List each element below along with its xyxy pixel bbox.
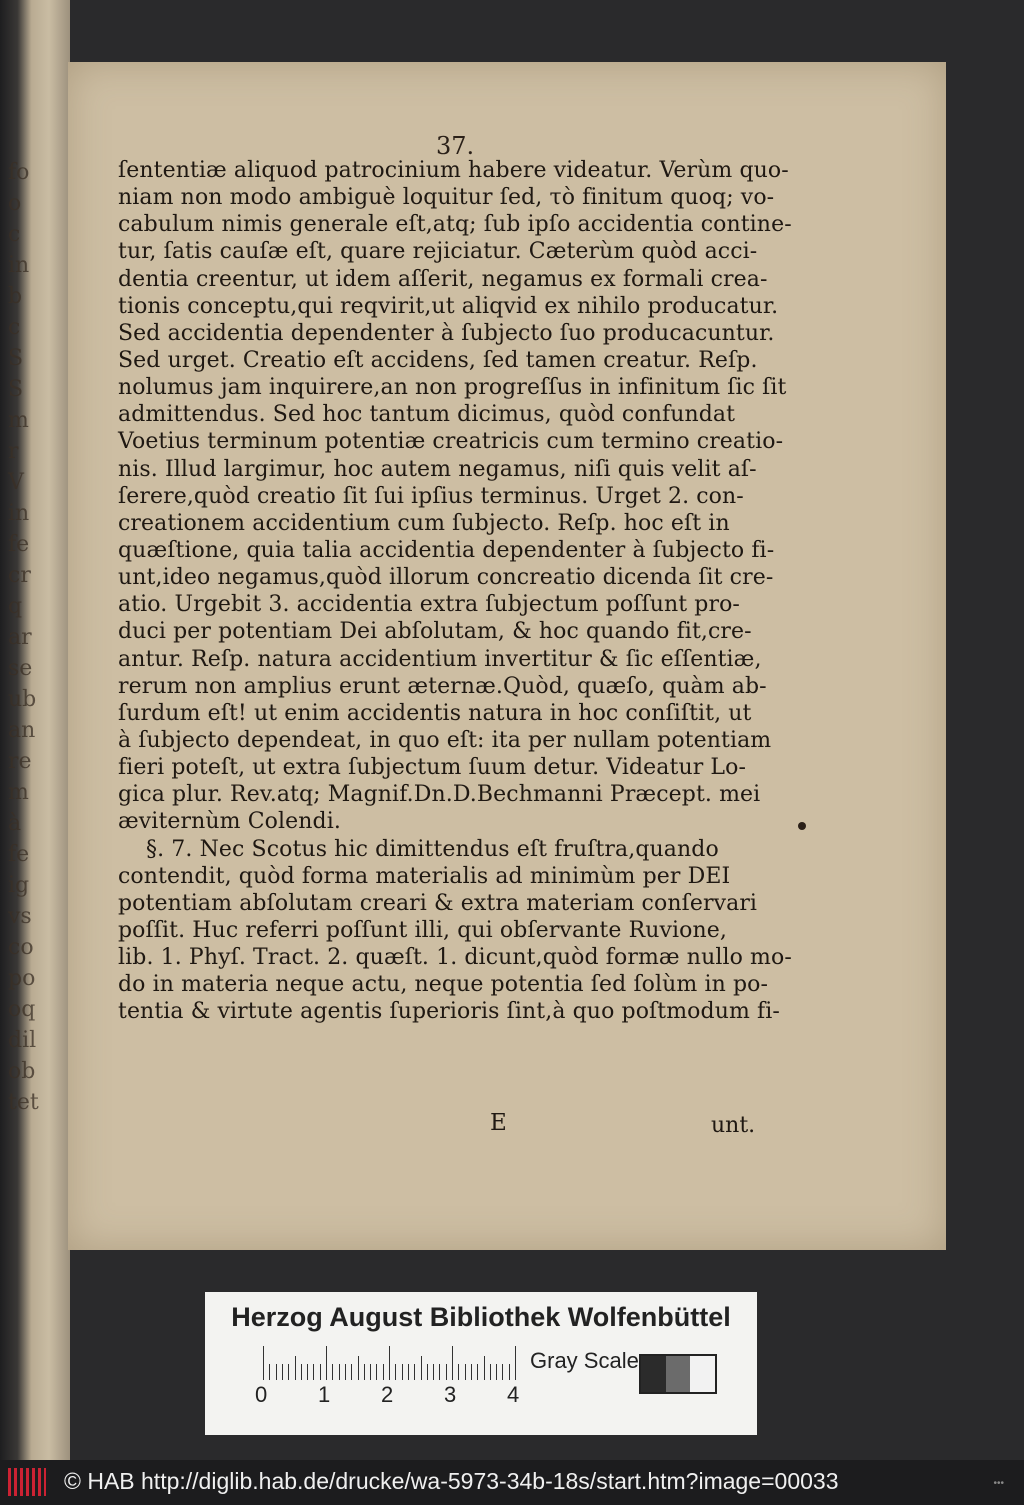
- text-line: nis. Illud largimur, hoc autem negamus, niſi quis velit aſ-: [118, 456, 757, 482]
- facing-page-fragment: S: [8, 377, 24, 402]
- facing-page-fragment: fo: [8, 160, 30, 185]
- ruler-tick: [465, 1364, 466, 1380]
- facing-page-fragment: tet: [8, 1090, 39, 1115]
- text-line: Sed urget. Creatio eſt accidens, ſed tamen creatur. Reſp.: [118, 347, 758, 373]
- facing-page-fragment: an: [8, 718, 36, 743]
- text-line: dentia creentur, ut idem aſſerit, negamus ex formali crea-: [118, 266, 768, 292]
- ruler-tick: [509, 1364, 510, 1380]
- text-line: creationem accidentium cum ſubjecto. Reſp. hoc eſt in: [118, 510, 730, 536]
- facing-page-fragment: fe: [8, 842, 30, 867]
- ruler-number: 2: [381, 1382, 394, 1407]
- facing-page-edge: [0, 0, 70, 1460]
- facing-page-fragment: se: [8, 656, 33, 681]
- ruler-numbers: [255, 1382, 535, 1412]
- gray-scale-swatch: [639, 1354, 717, 1394]
- margin-mark: [798, 822, 806, 830]
- ruler-tick: [515, 1346, 516, 1380]
- library-name: Herzog August Bibliothek Wolfenbüttel: [231, 1302, 731, 1332]
- ruler-tick: [263, 1346, 264, 1380]
- viewer-footer: [0, 1460, 1024, 1505]
- ruler-tick: [452, 1346, 453, 1380]
- text-line: lib. 1. Phyſ. Tract. 2. quæſt. 1. dicunt,quòd formæ nullo mo-: [118, 945, 792, 971]
- gray-swatch-patch: [690, 1356, 715, 1392]
- text-line: contendit, quòd forma materialis ad minimùm per DEI: [118, 863, 731, 889]
- text-line: cabulum nimis generale eſt,atq; ſub ipſo accidentia contine-: [118, 212, 792, 238]
- ruler-tick: [446, 1364, 447, 1380]
- ruler-number: 0: [255, 1382, 268, 1407]
- facing-page-fragment: in: [8, 253, 30, 278]
- text-line: potentiam abſolutam creari & extra materiam conſervari: [118, 890, 758, 916]
- signature-mark: E: [490, 1110, 507, 1136]
- text-line: tionis conceptu,qui reqvirit,ut aliqvid ex nihilo producatur.: [118, 293, 779, 319]
- text-line: §. 7. Nec Scotus hic dimittendus eſt fruſtra,quando: [146, 836, 719, 862]
- gray-swatch-patch: [641, 1356, 666, 1392]
- ruler-tick: [320, 1364, 321, 1380]
- text-line: Sed accidentia dependenter à ſubjecto ſuo producacuntur.: [118, 320, 775, 346]
- color-calibration-card: [205, 1292, 757, 1435]
- facing-page-fragment: cr: [8, 563, 31, 588]
- ruler-tick: [282, 1364, 283, 1380]
- facing-page-fragment: re: [8, 749, 32, 774]
- text-line: gica plur. Rev.atq; Magnif.Dn.D.Bechmanni Præcept. mei: [118, 782, 761, 808]
- ruler-tick: [477, 1364, 478, 1380]
- ruler-tick: [301, 1364, 302, 1380]
- text-line: à ſubjecto dependeat, in quo eſt: ita per nullam potentiam: [118, 727, 772, 753]
- facing-page-fragment: à: [8, 811, 22, 836]
- ruler-tick: [408, 1364, 409, 1380]
- facing-page-fragment: co: [8, 935, 34, 960]
- facing-page-fragment: m: [8, 408, 29, 433]
- ruler-number: 4: [507, 1382, 520, 1407]
- facing-page-fragment: r: [8, 439, 19, 464]
- text-line: do in materia neque actu, neque potentia ſed ſolùm in po-: [118, 972, 769, 998]
- facing-page-fragment: c: [8, 315, 21, 340]
- text-line: nolumus jam inquirere,an non progreſſus in infinitum ſic ſit: [118, 375, 787, 401]
- facing-page-fragment: dil: [8, 1028, 37, 1053]
- ruler-scale: [263, 1344, 521, 1380]
- facing-page-fragment: ob: [8, 1059, 36, 1084]
- gray-scale-label: Gray Scale: [530, 1348, 639, 1373]
- ruler-tick: [402, 1364, 403, 1380]
- text-line: duci per potentiam Dei abſolutam, & hoc quando fit,cre-: [118, 619, 752, 645]
- text-line: antur. Reſp. natura accidentium invertitur & ſic eſſentiæ,: [118, 646, 762, 672]
- ruler-tick: [395, 1364, 396, 1380]
- facing-page-fragment: m: [8, 780, 29, 805]
- hab-logo-icon[interactable]: [8, 1468, 46, 1496]
- ruler-tick: [339, 1364, 340, 1380]
- text-line: niam non modo ambiguè loquitur ſed, τὸ finitum quoq; vo-: [118, 185, 775, 211]
- page-number: 37.: [436, 132, 475, 160]
- facing-page-fragment: o: [8, 191, 22, 216]
- facing-page-fragment: oq: [8, 997, 36, 1022]
- text-line: ſurdum eſt! ut enim accidentis natura in hoc conſiſtit, ut: [118, 700, 752, 726]
- page-text: [118, 157, 838, 1026]
- ruler-tick: [427, 1364, 428, 1380]
- book-page: [68, 62, 946, 1250]
- ruler-tick: [414, 1364, 415, 1380]
- ruler-tick: [345, 1364, 346, 1380]
- text-line: tur, ſatis cauſæ eſt, quare rejiciatur. Cæterùm quòd acci-: [118, 239, 758, 265]
- text-line: atio. Urgebit 3. accidentia extra ſubjectum poſſunt pro-: [118, 592, 740, 618]
- ruler-tick: [490, 1364, 491, 1380]
- text-line: admittendus. Sed hoc tantum dicimus, quòd confundat: [118, 402, 736, 428]
- text-line: fieri poteſt, ut extra ſubjectum ſuum detur. Videatur Lo-: [118, 755, 747, 781]
- ruler-tick: [502, 1364, 503, 1380]
- catchword: unt.: [711, 1113, 756, 1138]
- text-line: ſententiæ aliquod patrocinium habere videatur. Verùm quo-: [118, 158, 789, 183]
- ruler-tick: [471, 1364, 472, 1380]
- facing-page-fragment: fe: [8, 532, 30, 557]
- text-line: Voetius terminum potentiæ creatricis cum termino creatio-: [118, 429, 784, 455]
- more-dots-icon[interactable]: •••: [993, 1478, 1004, 1489]
- ruler-tick: [433, 1364, 434, 1380]
- facing-page-fragment: ig: [8, 873, 30, 898]
- facing-page-fragment: c: [8, 222, 21, 247]
- ruler-tick: [332, 1364, 333, 1380]
- ruler-tick: [389, 1346, 390, 1380]
- ruler-tick: [370, 1364, 371, 1380]
- facing-page-fragment: ub: [8, 687, 37, 712]
- ruler-tick: [496, 1364, 497, 1380]
- ruler-tick: [358, 1356, 359, 1380]
- ruler-tick: [421, 1356, 422, 1380]
- ruler-tick: [288, 1364, 289, 1380]
- text-line: unt,ideo negamus,quòd illorum concreatio dicenda ſit cre-: [118, 565, 774, 591]
- ruler-tick: [351, 1364, 352, 1380]
- facing-page-fragment: ar: [8, 625, 32, 650]
- text-line: tentia & virtute agentis ſuperioris ſint,à quo poſtmodum fi-: [118, 999, 780, 1025]
- ruler-tick: [484, 1356, 485, 1380]
- text-line: poſſit. Huc referri poſſunt illi, qui obſervante Ruvione,: [118, 917, 728, 943]
- text-line: rerum non amplius erunt æternæ.Quòd, quæſo, quàm ab-: [118, 673, 767, 699]
- ruler-tick: [458, 1364, 459, 1380]
- ruler-number: 3: [444, 1382, 457, 1407]
- ruler-tick: [383, 1364, 384, 1380]
- gray-swatch-patch: [666, 1356, 691, 1392]
- ruler-tick: [276, 1364, 277, 1380]
- facing-page-fragment: V: [8, 470, 24, 495]
- facing-page-fragment: b: [8, 284, 23, 309]
- facing-page-fragment: po: [8, 966, 36, 991]
- facing-page-fragment: in: [8, 501, 30, 526]
- facing-page-fragment: q: [8, 594, 23, 619]
- ruler-tick: [376, 1364, 377, 1380]
- ruler-number: 1: [318, 1382, 331, 1407]
- text-line: quæſtione, quia talia accidentia dependenter à ſubjecto fi-: [118, 537, 775, 563]
- facing-page-fragment: S: [8, 346, 24, 371]
- facing-page-fragment: vs: [8, 904, 32, 929]
- ruler-tick: [269, 1364, 270, 1380]
- footer-credit-link[interactable]: © HAB http://diglib.hab.de/drucke/wa-5973-34b-18s/start.htm?image=00033: [64, 1468, 839, 1494]
- ruler-tick: [307, 1364, 308, 1380]
- text-line: æviternùm Colendi.: [118, 809, 341, 835]
- ruler-tick: [364, 1364, 365, 1380]
- text-line: ſerere,quòd creatio ſit ſui ipſius terminus. Urget 2. con-: [118, 483, 744, 509]
- ruler-tick: [439, 1364, 440, 1380]
- ruler-tick: [313, 1364, 314, 1380]
- ruler-tick: [326, 1346, 327, 1380]
- ruler-tick: [295, 1356, 296, 1380]
